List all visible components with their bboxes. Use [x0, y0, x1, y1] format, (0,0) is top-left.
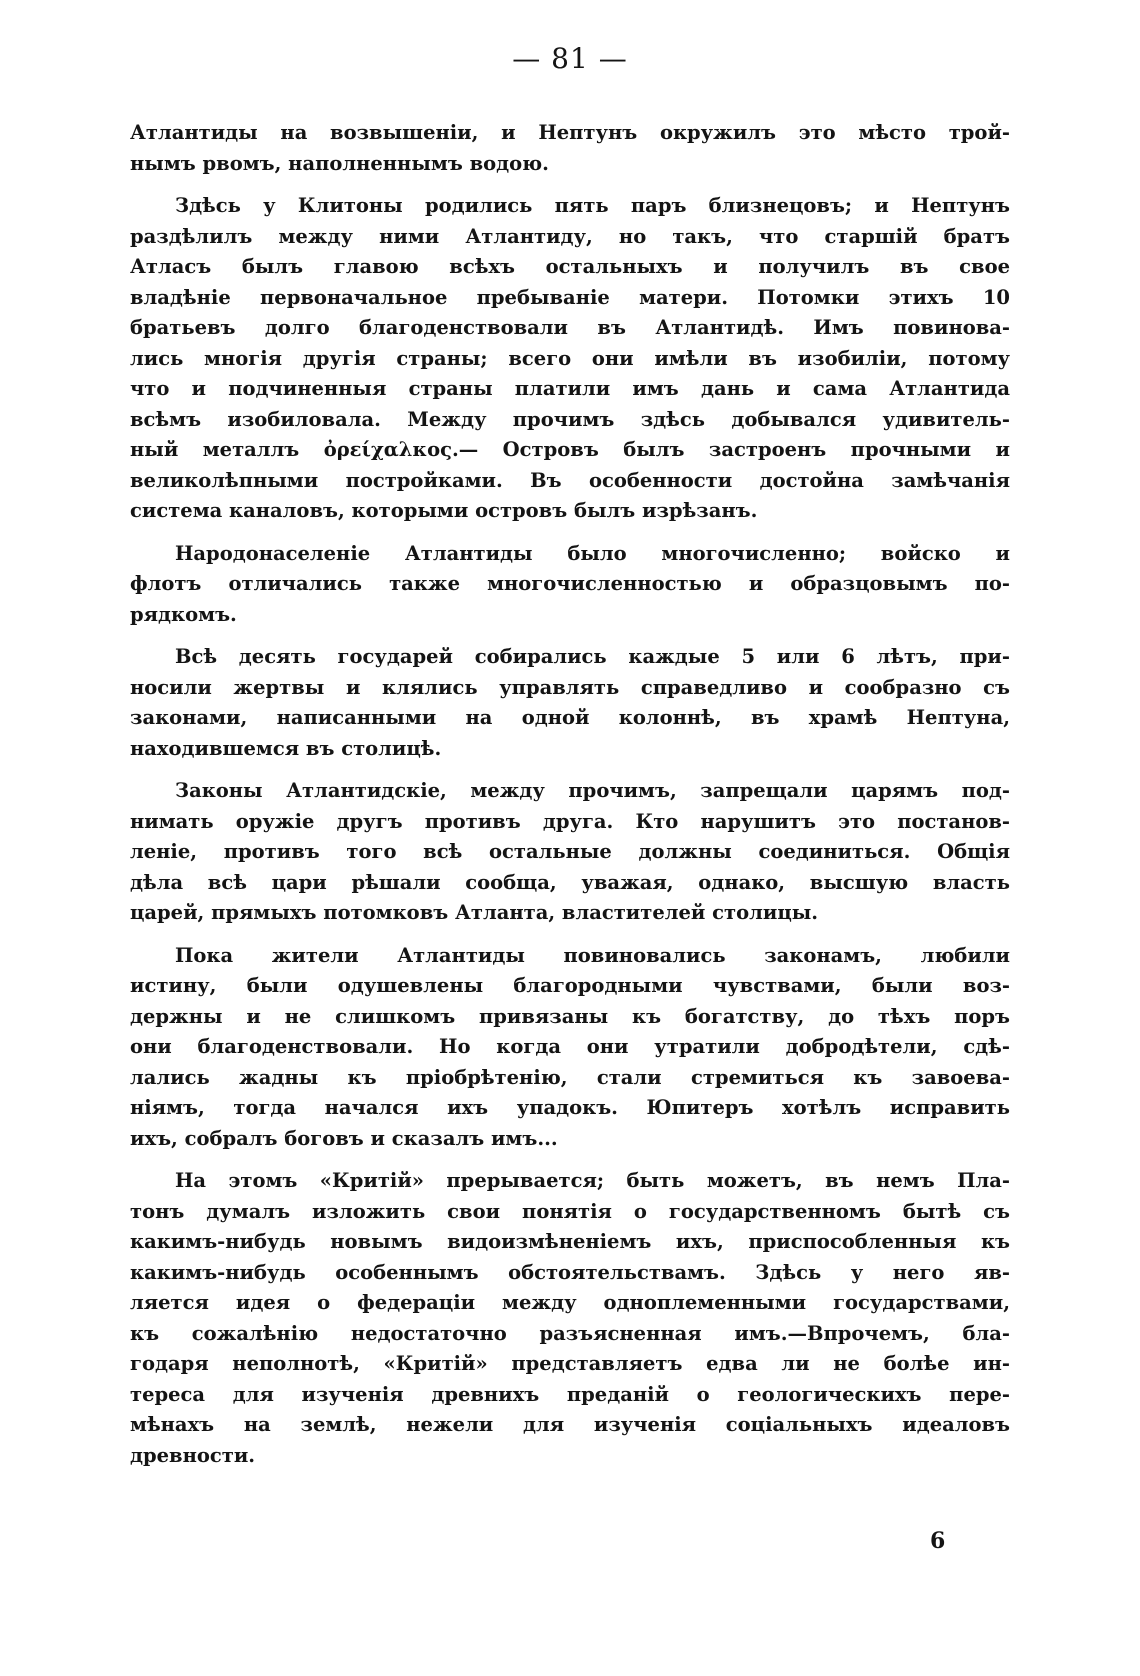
text-line: мѣнахъ на землѣ, нежели для изученія соціальныхъ идеаловъ: [130, 1413, 1010, 1436]
text-line: годаря неполнотѣ, «Критій» представляетъ едва ли не болѣе ин-: [130, 1352, 1010, 1375]
text-line: ляется идея о федераціи между одноплеменными государствами,: [130, 1291, 1010, 1314]
text-line: владѣніе первоначальное пребываніе матери. Потомки этихъ 10: [130, 285, 1010, 309]
text-line: рядкомъ.: [130, 602, 237, 626]
text-line: Пока жители Атлантиды повиновались законамъ, любили: [175, 943, 1010, 967]
text-line: царей, прямыхъ потомковъ Атланта, властителей столицы.: [130, 901, 819, 924]
text-line: ніямъ, тогда начался ихъ упадокъ. Юпитеръ хотѣлъ исправить: [130, 1096, 1010, 1119]
text-line: лись многія другія страны; всего они имѣли въ изобиліи, потому: [130, 346, 1010, 370]
text-line: всѣмъ изобиловала. Между прочимъ здѣсь добывался удивитель-: [130, 407, 1010, 431]
text-line: раздѣлилъ между ними Атлантиду, но такъ, что старшій братъ: [130, 224, 1010, 248]
paragraph: [130, 642, 1010, 764]
text-line: дѣла всѣ цари рѣшали сообща, уважая, однако, высшую власть: [130, 870, 1010, 894]
text-line: какимъ-нибудь особеннымъ обстоятельствамъ. Здѣсь у него яв-: [130, 1260, 1010, 1284]
text-line: что и подчиненныя страны платили имъ дань и сама Атлантида: [130, 377, 1010, 400]
text-line: ихъ, собралъ боговъ и сказалъ имъ...: [130, 1126, 558, 1150]
paragraph: [130, 776, 1010, 929]
text-line: братьевъ долго благоденствовали въ Атлантидѣ. Имъ повинова-: [130, 316, 1010, 339]
text-line: нымъ рвомъ, наполненнымъ водою.: [130, 151, 549, 175]
text-line: тереса для изученія древнихъ преданій о геологическихъ пере-: [130, 1382, 1010, 1406]
paragraph: [130, 118, 1010, 179]
text-line: истину, были одушевлены благородными чувствами, были воз-: [130, 974, 1010, 997]
text-line: они благоденствовали. Но когда они утратили добродѣтели, сдѣ-: [130, 1035, 1010, 1058]
text-line: Всѣ десять государей собирались каждые 5 или 6 лѣтъ, при-: [175, 645, 1010, 668]
text-line: находившемся въ столицѣ.: [130, 736, 442, 760]
text-line: древности.: [130, 1443, 256, 1467]
signature-mark: 6: [930, 1528, 946, 1554]
text-body: [130, 118, 1010, 1483]
text-line: великолѣпными постройками. Въ особенности достойна замѣчанія: [130, 468, 1010, 492]
text-line: Народонаселеніе Атлантиды было многочисленно; войско и: [175, 541, 1010, 565]
text-line: лались жадны къ пріобрѣтенію, стали стремиться къ завоева-: [130, 1065, 1010, 1089]
text-line: ный металлъ ὀρείχαλκος.— Островъ былъ застроенъ прочными и: [130, 438, 1010, 461]
text-line: На этомъ «Критій» прерывается; быть можетъ, въ немъ Пла-: [175, 1169, 1010, 1192]
text-line: леніе, противъ того всѣ остальные должны соединиться. Общія: [130, 840, 1010, 863]
paragraph: [130, 539, 1010, 631]
text-line: законами, написанными на одной колоннѣ, въ храмѣ Нептуна,: [130, 706, 1010, 729]
text-line: какимъ-нибудь новымъ видоизмѣненіемъ ихъ, приспособленныя къ: [130, 1230, 1010, 1253]
paragraph: [130, 1166, 1010, 1471]
text-line: держны и не слишкомъ привязаны къ богатству, до тѣхъ поръ: [130, 1004, 1010, 1028]
text-line: Атлантиды на возвышеніи, и Нептунъ окружилъ это мѣсто трой-: [130, 121, 1010, 144]
paragraph: [130, 941, 1010, 1155]
text-line: нимать оружіе другъ противъ друга. Кто нарушитъ это постанов-: [130, 809, 1010, 833]
text-line: флотъ отличались также многочисленностью и образцовымъ по-: [130, 572, 1010, 595]
text-line: къ сожалѣнію недостаточно разъясненная имъ.—Впрочемъ, бла-: [130, 1321, 1010, 1345]
text-line: Законы Атлантидскіе, между прочимъ, запрещали царямъ под-: [175, 779, 1010, 802]
text-line: система каналовъ, которыми островъ былъ изрѣзанъ.: [130, 499, 758, 522]
text-line: Здѣсь у Клитоны родились пять паръ близнецовъ; и Нептунъ: [175, 194, 1010, 217]
text-line: носили жертвы и клялись управлять справедливо и сообразно съ: [130, 675, 1010, 699]
text-line: тонъ думалъ изложить свои понятія о государственномъ бытѣ съ: [130, 1199, 1010, 1223]
page-number: — 81 —: [512, 42, 628, 75]
text-line: Атласъ былъ главою всѣхъ остальныхъ и получилъ въ свое: [130, 255, 1010, 278]
paragraph: [130, 191, 1010, 527]
